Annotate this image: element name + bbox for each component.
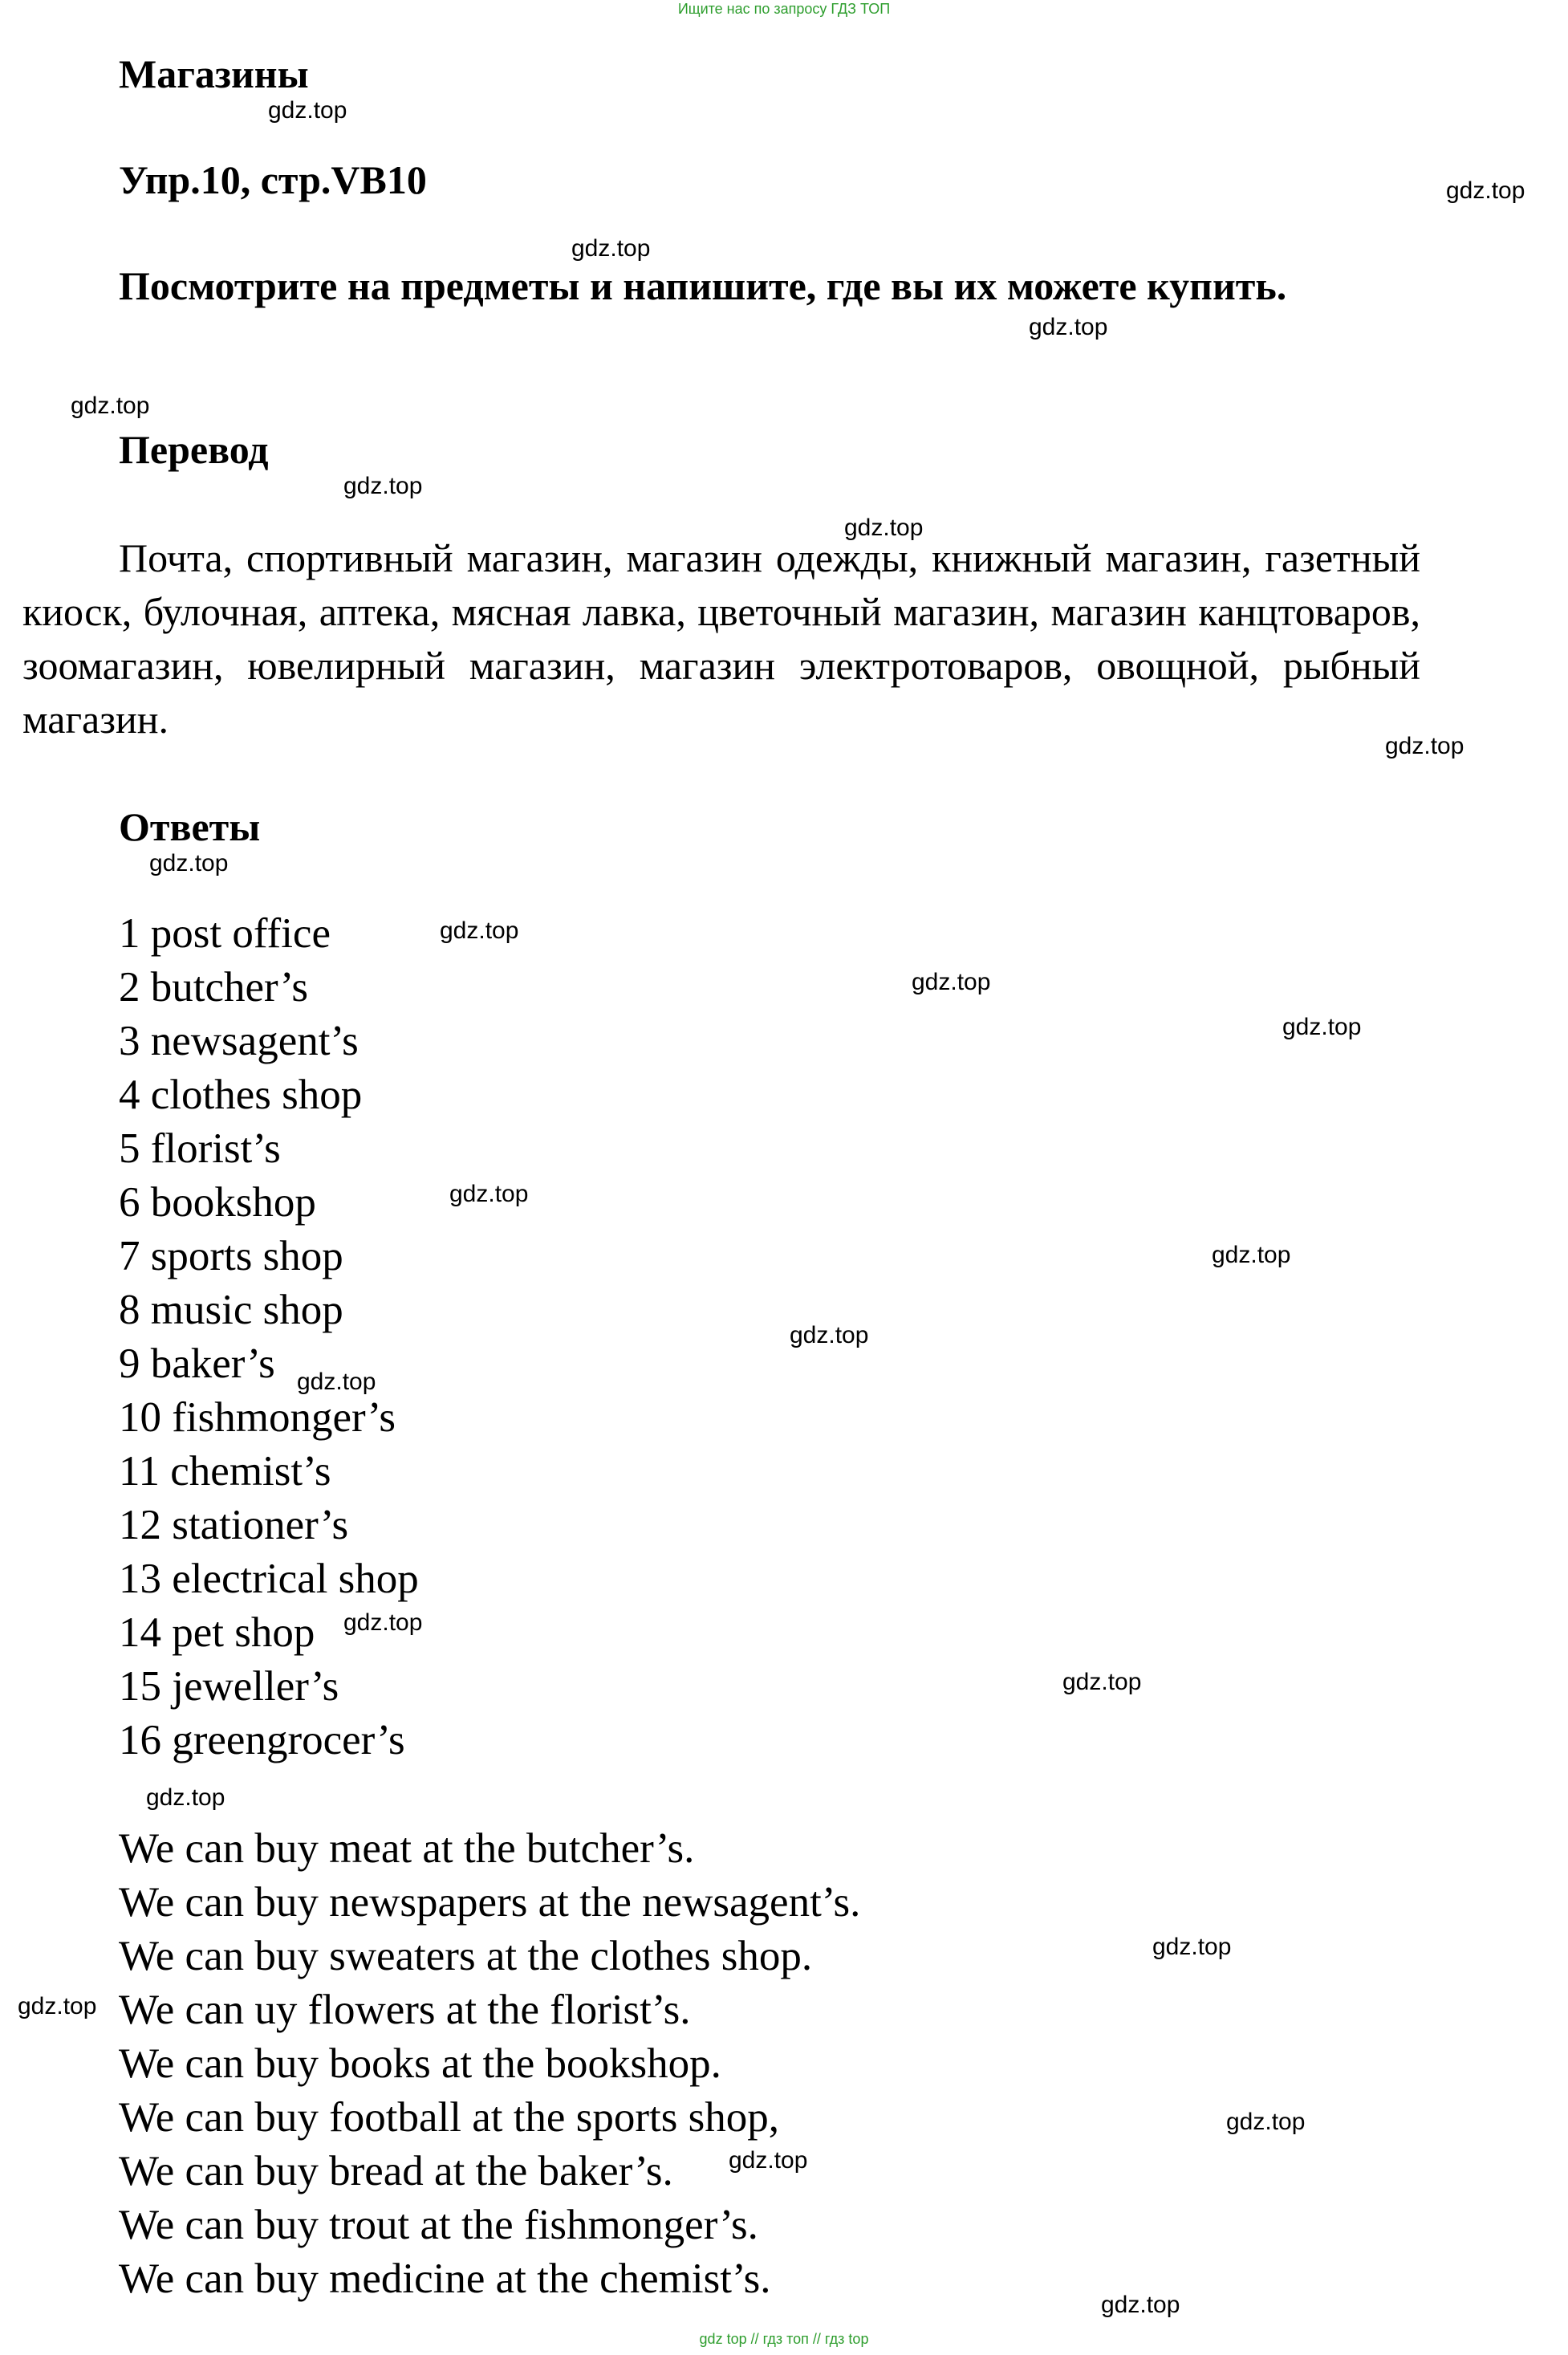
sentence-item: We can buy medicine at the chemist’s.	[119, 2255, 771, 2302]
watermark: gdz.top	[571, 235, 651, 262]
sentences-list	[119, 1822, 860, 2306]
watermark: gdz.top	[1101, 2292, 1180, 2318]
watermark: gdz.top	[1212, 1242, 1291, 1268]
watermark: gdz.top	[1226, 2109, 1306, 2135]
sentence-item: We can buy newspapers at the newsagent’s.	[119, 1879, 861, 1926]
translation-heading: Перевод	[119, 427, 269, 472]
translation-text: Почта, спортивный магазин, магазин одежды, книжный магазин, газетный киоск, булочная, аптека, мясная лавка, цветочный магазин, магазин канцтоваров, зоомагазин, ювелирный магазин, магазин электротоваров, овощной, рыбный магазин.	[22, 535, 1420, 742]
sentence-item: We can buy books at the bookshop.	[119, 2040, 721, 2087]
page-title: Магазины	[119, 51, 309, 96]
watermark: gdz.top	[343, 1609, 423, 1636]
answer-item: 6 bookshop	[119, 1179, 316, 1226]
watermark: gdz.top	[18, 1993, 97, 2019]
watermark: gdz.top	[912, 969, 991, 995]
answer-item: 10 fishmonger’s	[119, 1394, 396, 1441]
top-banner: Ищите нас по запросу ГДЗ ТОП	[677, 1, 891, 17]
answers-heading: Ответы	[119, 804, 261, 849]
watermark: gdz.top	[1446, 177, 1525, 204]
watermark: gdz.top	[729, 2147, 808, 2174]
answer-item: 3 newsagent’s	[119, 1018, 359, 1064]
watermark: gdz.top	[71, 392, 150, 419]
watermark: gdz.top	[343, 473, 423, 499]
watermark: gdz.top	[1282, 1014, 1362, 1040]
sentence-item: We can buy bread at the baker’s.	[119, 2148, 673, 2194]
answer-item: 9 baker’s	[119, 1340, 275, 1387]
watermark: gdz.top	[1062, 1669, 1142, 1695]
answer-item: 4 clothes shop	[119, 1072, 363, 1118]
answer-item: 5 florist’s	[119, 1125, 281, 1172]
answer-item: 16 greengrocer’s	[119, 1717, 405, 1763]
exercise-heading: Упр.10, стр.VB10	[119, 157, 427, 202]
watermark: gdz.top	[1029, 314, 1108, 340]
answer-item: 1 post office	[119, 910, 331, 957]
sentence-item: We can buy football at the sports shop,	[119, 2094, 779, 2141]
answer-item: 14 pet shop	[119, 1609, 315, 1656]
answer-item: 7 sports shop	[119, 1233, 343, 1279]
answer-item: 2 butcher’s	[119, 964, 308, 1011]
bottom-banner: gdz top // гдз топ // гдз top	[699, 2331, 869, 2347]
answer-item: 13 electrical shop	[119, 1556, 419, 1602]
answers-list	[119, 907, 419, 1767]
sentence-item: We can buy sweaters at the clothes shop.	[119, 1933, 813, 1979]
watermark: gdz.top	[1385, 733, 1464, 759]
answer-item: 8 music shop	[119, 1287, 343, 1333]
answer-item: 12 stationer’s	[119, 1502, 349, 1548]
watermark: gdz.top	[449, 1181, 529, 1207]
answer-item: 15 jeweller’s	[119, 1663, 339, 1710]
watermark: gdz.top	[297, 1369, 376, 1395]
watermark: gdz.top	[790, 1322, 869, 1348]
watermark: gdz.top	[268, 97, 347, 124]
sentence-item: We can uy flowers at the florist’s.	[119, 1987, 691, 2033]
instruction-text: Посмотрите на предметы и напишите, где вы их можете купить.	[119, 263, 1287, 308]
sentence-item: We can buy meat at the butcher’s.	[119, 1825, 695, 1872]
watermark: gdz.top	[1152, 1934, 1232, 1960]
sentence-item: We can buy trout at the fishmonger’s.	[119, 2202, 758, 2248]
watermark: gdz.top	[149, 850, 229, 877]
watermark: gdz.top	[146, 1784, 225, 1811]
answer-item: 11 chemist’s	[119, 1448, 331, 1495]
watermark: gdz.top	[440, 917, 519, 944]
watermark: gdz.top	[844, 515, 924, 541]
